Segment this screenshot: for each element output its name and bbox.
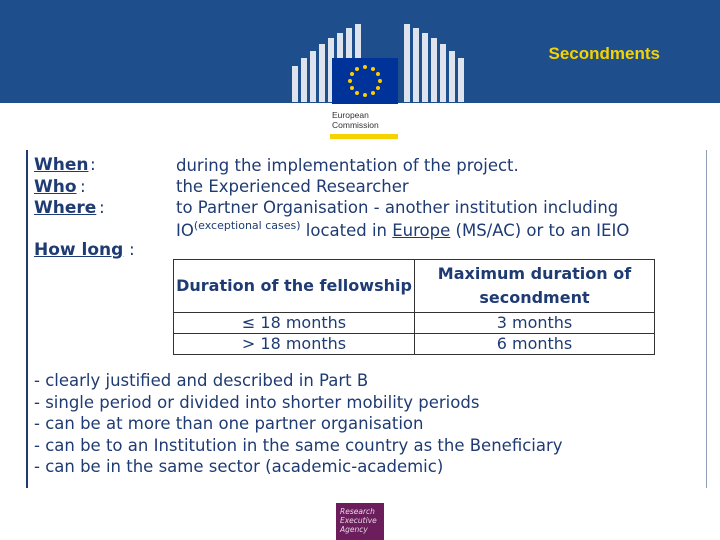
logo-text-line2: Commission — [332, 120, 379, 130]
conditions-list — [34, 370, 563, 478]
rea-logo — [336, 503, 384, 540]
table-cell: 6 months — [415, 334, 655, 355]
table-row — [174, 313, 655, 334]
content-left-border — [26, 150, 28, 488]
table-row — [174, 334, 655, 355]
rea-line2: Executive — [340, 516, 377, 525]
who-colon: : — [80, 177, 86, 197]
european-commission-logo — [292, 22, 472, 142]
list-item: - clearly justified and described in Part B — [34, 371, 369, 390]
content-right-border — [706, 150, 707, 488]
rea-line1: Research — [340, 507, 375, 516]
list-item: - can be at more than one partner organisation — [34, 414, 424, 433]
where-colon: : — [99, 198, 105, 218]
when-colon: : — [90, 155, 96, 175]
slide-title: Secondments — [548, 44, 660, 63]
who-value: the Experienced Researcher — [176, 177, 409, 196]
logo-text-line1: European — [332, 110, 369, 120]
who-label: Who — [34, 177, 77, 197]
table-header-cell: Duration of the fellowship — [174, 260, 415, 313]
list-item: - can be in the same sector (academic-academic) — [34, 457, 444, 476]
table-cell: > 18 months — [174, 334, 415, 355]
table-header-cell: Maximum duration of secondment — [415, 260, 655, 313]
duration-table — [173, 259, 655, 355]
where-value-line1: to Partner Organisation - another institution including — [176, 198, 619, 217]
when-label: When — [34, 155, 89, 175]
where-label: Where — [34, 198, 97, 218]
rea-line3: Agency — [340, 525, 368, 534]
list-item: - single period or divided into shorter mobility periods — [34, 392, 480, 412]
when-value: during the implementation of the project. — [176, 156, 519, 175]
table-cell: 3 months — [415, 313, 655, 334]
table-header-row — [174, 260, 655, 313]
list-item: - can be to an Institution in the same country as the Beneficiary — [34, 435, 563, 455]
table-cell: ≤ 18 months — [174, 313, 415, 334]
where-value-line2: $IO^{(exceptional cases)}$ located in Europe (MS/AC) or to an IEIO — [176, 219, 630, 240]
howlong-colon: : — [129, 240, 135, 260]
howlong-label: How long — [34, 240, 124, 260]
